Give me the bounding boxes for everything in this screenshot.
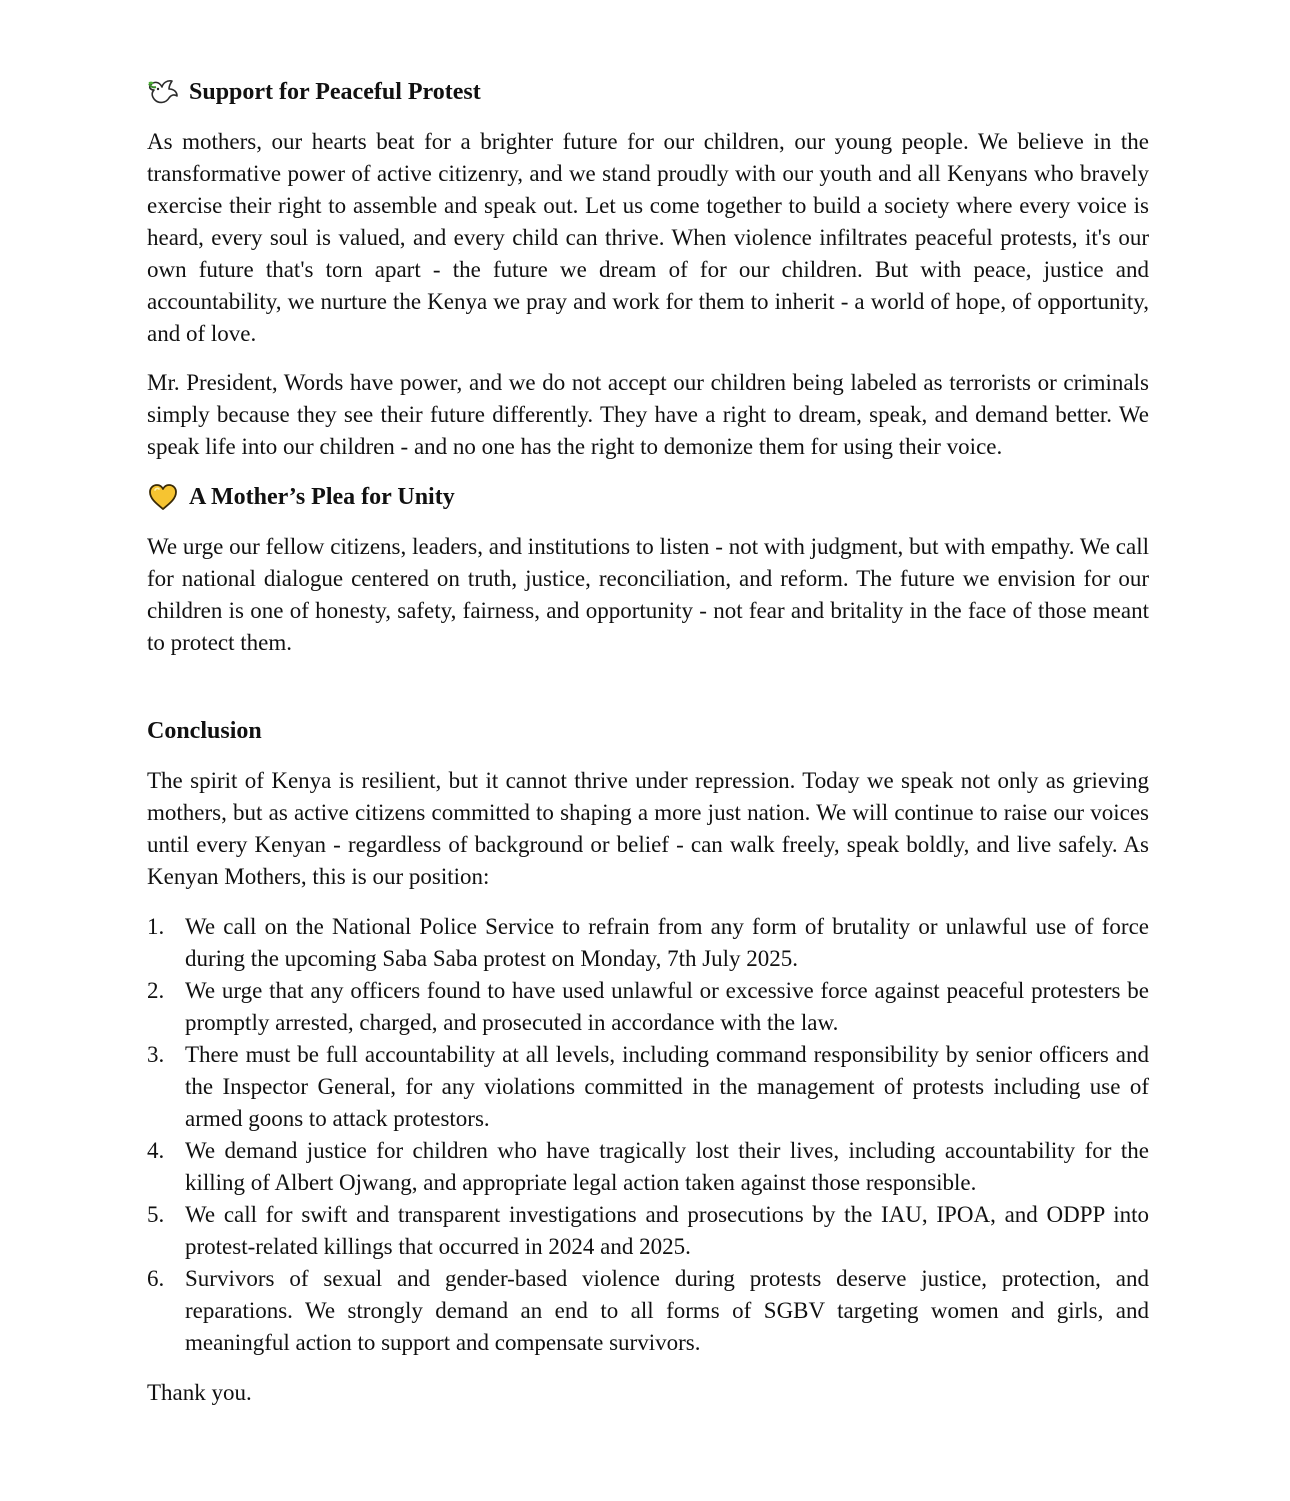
yellow-heart-icon — [147, 483, 179, 511]
list-text: Survivors of sexual and gender-based violence during protests deserve justice, protection, and reparations. We strongly demand an end to all forms of SGBV targeting women and girls, and meaningful action to support and compensate survivors. — [185, 1266, 1149, 1355]
paragraph: We urge our fellow citizens, leaders, and institutions to listen - not with judgment, but with empathy. We call for national dialogue centered on truth, justice, reconciliation, and reform. The future we envision for our children is one of honesty, safety, fairness, and opportunity - not fear and britality in the face of those meant to protect them. — [147, 534, 1149, 655]
list-text: We call for swift and transparent investigations and prosecutions by the IAU, IPOA, and ODPP into protest-related killings that occurred in 2024 and 2025. — [185, 1202, 1149, 1259]
list-text: We urge that any officers found to have used unlawful or excessive force against peaceful protesters be promptly arrested, charged, and prosecuted in accordance with the law. — [185, 978, 1149, 1035]
paragraph: Mr. President, Words have power, and we do not accept our children being labeled as terrorists or criminals simply because they see their future differently. They have a right to dream, speak, and demand better. We speak life into our children - and no one has the right to demonize them for using their voice. — [147, 370, 1149, 459]
list-item — [147, 911, 1149, 975]
dove-icon — [147, 78, 179, 106]
list-number: 3. — [147, 1042, 165, 1067]
section-heading-peaceful-protest — [147, 76, 1149, 108]
section-heading-plea-for-unity — [147, 481, 1149, 513]
list-text: We demand justice for children who have tragically lost their lives, including accountability for the killing of Albert Ojwang, and appropriate legal action taken against those responsible. — [185, 1138, 1149, 1195]
list-text: We call on the National Police Service to refrain from any form of brutality or unlawful use of force during the upcoming Saba Saba protest on Monday, 7th July 2025. — [185, 914, 1149, 971]
list-number: 1. — [147, 914, 165, 939]
list-item — [147, 1135, 1149, 1199]
list-number: 5. — [147, 1202, 165, 1227]
paragraph: As mothers, our hearts beat for a brighter future for our children, our young people. We believe in the transformative power of active citizenry, and we stand proudly with our youth and all Kenyans who bravely exercise their right to assemble and speak out. Let us come together to build a society where every voice is heard, every soul is valued, and every child can thrive. When violence infiltrates peaceful protests, it's our own future that's torn apart - the future we dream of for our children. But with peace, justice and accountability, we nurture the Kenya we pray and work for them to inherit - a world of hope, of opportunity, and of love. — [147, 129, 1149, 346]
list-number: 2. — [147, 978, 165, 1003]
closing-text: Thank you. — [147, 1380, 252, 1405]
list-item — [147, 975, 1149, 1039]
section-title: Support for Peaceful Protest — [189, 79, 481, 105]
section-heading-conclusion — [147, 715, 1149, 747]
paragraph: The spirit of Kenya is resilient, but it cannot thrive under repression. Today we speak not only as grieving mothers, but as active citizens committed to shaping a more just nation. We will continue to raise our voices until every Kenyan - regardless of background or belief - can walk freely, speak boldly, and live safely. As Kenyan Mothers, this is our position: — [147, 768, 1149, 889]
list-item — [147, 1039, 1149, 1135]
list-number: 6. — [147, 1266, 165, 1291]
demands-list — [147, 911, 1149, 1359]
list-number: 4. — [147, 1138, 165, 1163]
list-item — [147, 1199, 1149, 1263]
list-text: There must be full accountability at all levels, including command responsibility by senior officers and the Inspector General, for any violations committed in the management of protests including use of armed goons to attack protestors. — [185, 1042, 1149, 1131]
document-page — [147, 76, 1149, 1409]
list-item — [147, 1263, 1149, 1359]
section-title: Conclusion — [147, 718, 262, 744]
section-title: A Mother’s Plea for Unity — [189, 484, 455, 510]
